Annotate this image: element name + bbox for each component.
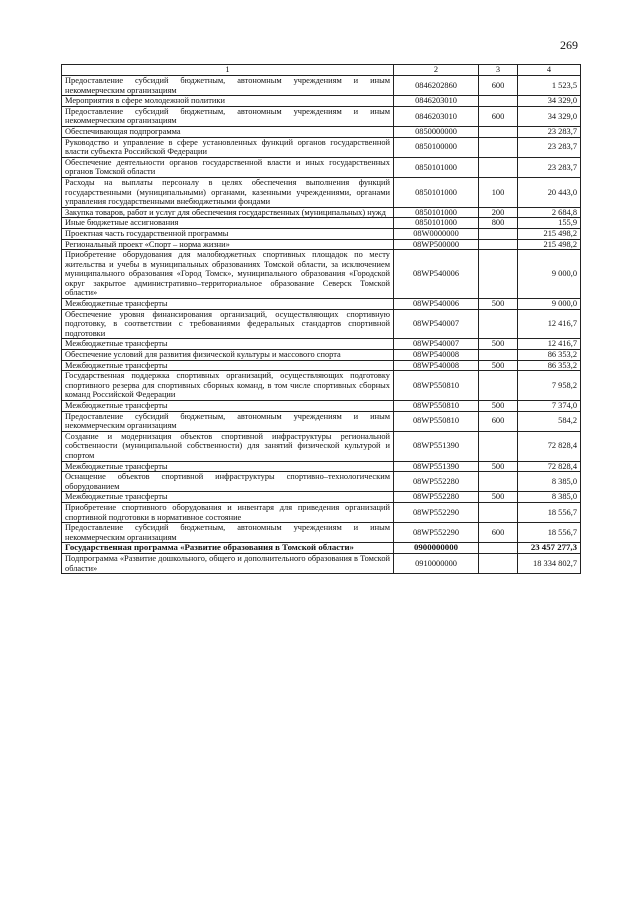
row-amount-cell: 2 684,8 <box>518 207 581 218</box>
table-body <box>62 65 581 574</box>
row-name-cell: Межбюджетные трансферты <box>62 461 394 472</box>
row-amount-cell: 12 416,7 <box>518 309 581 339</box>
row-name-cell: Предоставление субсидий бюджетным, автономным учреждениям и иным некоммерческим организациям <box>62 523 394 543</box>
row-name-cell: Государственная программа «Развитие образования в Томской области» <box>62 543 394 554</box>
row-amount-cell: 86 353,2 <box>518 360 581 371</box>
row-type-cell: 800 <box>479 218 518 229</box>
row-code-cell: 08WP500000 <box>394 239 479 250</box>
row-type-cell: 600 <box>479 411 518 431</box>
row-amount-cell: 215 498,2 <box>518 228 581 239</box>
row-code-cell: 0846202860 <box>394 76 479 96</box>
row-amount-cell: 9 000,0 <box>518 299 581 310</box>
row-amount-cell: 72 828,4 <box>518 461 581 472</box>
row-name-cell: Межбюджетные трансферты <box>62 299 394 310</box>
row-type-cell: 500 <box>479 299 518 310</box>
table-row <box>62 553 581 573</box>
row-amount-cell: 584,2 <box>518 411 581 431</box>
row-name-cell: Оснащение объектов спортивной инфраструктуры спортивно–технологическим оборудованием <box>62 472 394 492</box>
column-header-4: 4 <box>518 65 581 76</box>
row-name-cell: Межбюджетные трансферты <box>62 401 394 412</box>
row-name-cell: Государственная поддержка спортивных организаций, осуществляющих подготовку спортивного резерва для спортивных сборных команд, в том числе спортивных сборных команд Российской Федерации <box>62 371 394 401</box>
row-amount-cell: 155,9 <box>518 218 581 229</box>
budget-table <box>61 64 581 574</box>
row-amount-cell: 23 283,7 <box>518 126 581 137</box>
row-amount-cell: 18 556,7 <box>518 523 581 543</box>
row-amount-cell: 34 329,0 <box>518 96 581 107</box>
row-name-cell: Приобретение спортивного оборудования и инвентаря для приведения организаций спортивной подготовки в нормативное состояние <box>62 502 394 522</box>
table-row <box>62 309 581 339</box>
row-code-cell: 0846203010 <box>394 106 479 126</box>
row-type-cell: 600 <box>479 523 518 543</box>
row-type-cell: 500 <box>479 461 518 472</box>
row-code-cell: 08WP540007 <box>394 309 479 339</box>
table-row <box>62 461 581 472</box>
row-type-cell <box>479 239 518 250</box>
row-amount-cell: 23 283,7 <box>518 157 581 177</box>
row-type-cell <box>479 228 518 239</box>
row-type-cell <box>479 157 518 177</box>
column-header-2: 2 <box>394 65 479 76</box>
table-row <box>62 401 581 412</box>
row-type-cell <box>479 371 518 401</box>
table-row <box>62 239 581 250</box>
row-name-cell: Предоставление субсидий бюджетным, автономным учреждениям и иным некоммерческим организациям <box>62 76 394 96</box>
row-type-cell <box>479 543 518 554</box>
row-amount-cell: 8 385,0 <box>518 492 581 503</box>
row-type-cell <box>479 250 518 299</box>
row-code-cell: 08WP551390 <box>394 461 479 472</box>
page-number: 269 <box>560 38 578 52</box>
row-type-cell <box>479 472 518 492</box>
table-row <box>62 218 581 229</box>
row-amount-cell: 9 000,0 <box>518 250 581 299</box>
row-code-cell: 08W0000000 <box>394 228 479 239</box>
row-name-cell: Предоставление субсидий бюджетным, автономным учреждениям и иным некоммерческим организациям <box>62 106 394 126</box>
row-amount-cell: 8 385,0 <box>518 472 581 492</box>
row-code-cell: 08WP540006 <box>394 299 479 310</box>
table-row <box>62 137 581 157</box>
row-name-cell: Региональный проект «Спорт – норма жизни» <box>62 239 394 250</box>
row-type-cell <box>479 309 518 339</box>
row-type-cell <box>479 350 518 361</box>
row-code-cell: 0850101000 <box>394 218 479 229</box>
row-amount-cell: 23 283,7 <box>518 137 581 157</box>
row-code-cell: 08WP551390 <box>394 431 479 461</box>
table-row <box>62 96 581 107</box>
row-name-cell: Обеспечение уровня финансирования организаций, осуществляющих спортивную подготовку, в соответствии с требованиями федеральных стандартов спортивной подготовки <box>62 309 394 339</box>
row-code-cell: 08WP540007 <box>394 339 479 350</box>
row-type-cell: 500 <box>479 492 518 503</box>
table-row <box>62 523 581 543</box>
row-code-cell: 0910000000 <box>394 553 479 573</box>
row-name-cell: Мероприятия в сфере молодежной политики <box>62 96 394 107</box>
row-name-cell: Межбюджетные трансферты <box>62 360 394 371</box>
row-amount-cell: 23 457 277,3 <box>518 543 581 554</box>
row-type-cell: 600 <box>479 106 518 126</box>
row-code-cell: 08WP540006 <box>394 250 479 299</box>
row-name-cell: Создание и модернизация объектов спортивной инфраструктуры региональной собственности (муниципальной собственности) для занятий физической культурой и спортом <box>62 431 394 461</box>
table-row <box>62 502 581 522</box>
row-amount-cell: 20 443,0 <box>518 177 581 207</box>
row-amount-cell: 18 556,7 <box>518 502 581 522</box>
row-name-cell: Приобретение оборудования для малобюджетных спортивных площадок по месту жительства и учебы в муниципальных образованиях Томской области, за исключением муниципального образования «Город Томск», муниципального образования «Городской округ закрытое административно–территориальное образование Северск Томской области» <box>62 250 394 299</box>
table-row <box>62 250 581 299</box>
row-type-cell <box>479 96 518 107</box>
column-header-3: 3 <box>479 65 518 76</box>
row-name-cell: Проектная часть государственной программы <box>62 228 394 239</box>
row-amount-cell: 215 498,2 <box>518 239 581 250</box>
row-code-cell: 08WP550810 <box>394 371 479 401</box>
table-row <box>62 492 581 503</box>
table-row <box>62 157 581 177</box>
table-row <box>62 126 581 137</box>
row-type-cell: 100 <box>479 177 518 207</box>
row-name-cell: Обеспечение условий для развития физической культуры и массового спорта <box>62 350 394 361</box>
row-code-cell: 0850100000 <box>394 137 479 157</box>
row-amount-cell: 72 828,4 <box>518 431 581 461</box>
table-row <box>62 106 581 126</box>
table-row <box>62 299 581 310</box>
table-row <box>62 177 581 207</box>
row-code-cell: 08WP552280 <box>394 492 479 503</box>
row-type-cell: 600 <box>479 76 518 96</box>
row-name-cell: Обеспечение деятельности органов государственной власти и иных государственных органов Томской области <box>62 157 394 177</box>
row-amount-cell: 1 523,5 <box>518 76 581 96</box>
row-code-cell: 08WP550810 <box>394 411 479 431</box>
row-code-cell: 08WP540008 <box>394 350 479 361</box>
row-type-cell: 500 <box>479 360 518 371</box>
row-name-cell: Межбюджетные трансферты <box>62 339 394 350</box>
row-name-cell: Иные бюджетные ассигнования <box>62 218 394 229</box>
table-row <box>62 543 581 554</box>
row-name-cell: Обеспечивающая подпрограмма <box>62 126 394 137</box>
row-name-cell: Расходы на выплаты персоналу в целях обеспечения выполнения функций государственными (муниципальными) органами, казенными учреждениями, органами управления государственными внебюджетными фондами <box>62 177 394 207</box>
row-type-cell <box>479 431 518 461</box>
row-code-cell: 08WP552290 <box>394 502 479 522</box>
row-name-cell: Закупка товаров, работ и услуг для обеспечения государственных (муниципальных) нужд <box>62 207 394 218</box>
row-code-cell: 08WP540008 <box>394 360 479 371</box>
row-code-cell: 08WP550810 <box>394 401 479 412</box>
table-row <box>62 207 581 218</box>
table-header-row <box>62 65 581 76</box>
row-code-cell: 0850101000 <box>394 207 479 218</box>
row-amount-cell: 7 958,2 <box>518 371 581 401</box>
row-type-cell: 200 <box>479 207 518 218</box>
row-type-cell: 500 <box>479 339 518 350</box>
row-code-cell: 08WP552290 <box>394 523 479 543</box>
row-name-cell: Подпрограмма «Развитие дошкольного, общего и дополнительного образования в Томской области» <box>62 553 394 573</box>
row-type-cell <box>479 126 518 137</box>
row-code-cell: 0850101000 <box>394 177 479 207</box>
column-header-1: 1 <box>62 65 394 76</box>
row-name-cell: Предоставление субсидий бюджетным, автономным учреждениям и иным некоммерческим организациям <box>62 411 394 431</box>
table-row <box>62 371 581 401</box>
table-row <box>62 360 581 371</box>
row-code-cell: 0850000000 <box>394 126 479 137</box>
row-code-cell: 0900000000 <box>394 543 479 554</box>
row-code-cell: 0846203010 <box>394 96 479 107</box>
row-code-cell: 08WP552280 <box>394 472 479 492</box>
table-row <box>62 431 581 461</box>
table-row <box>62 76 581 96</box>
table-row <box>62 411 581 431</box>
row-amount-cell: 34 329,0 <box>518 106 581 126</box>
row-amount-cell: 18 334 802,7 <box>518 553 581 573</box>
row-type-cell: 500 <box>479 401 518 412</box>
table-row <box>62 339 581 350</box>
row-name-cell: Руководство и управление в сфере установленных функций органов государственной власти субъекта Российской Федерации <box>62 137 394 157</box>
row-amount-cell: 12 416,7 <box>518 339 581 350</box>
row-type-cell <box>479 502 518 522</box>
row-type-cell <box>479 137 518 157</box>
row-code-cell: 0850101000 <box>394 157 479 177</box>
table-row <box>62 472 581 492</box>
table-row <box>62 350 581 361</box>
row-name-cell: Межбюджетные трансферты <box>62 492 394 503</box>
row-amount-cell: 7 374,0 <box>518 401 581 412</box>
row-type-cell <box>479 553 518 573</box>
table-row <box>62 228 581 239</box>
row-amount-cell: 86 353,2 <box>518 350 581 361</box>
